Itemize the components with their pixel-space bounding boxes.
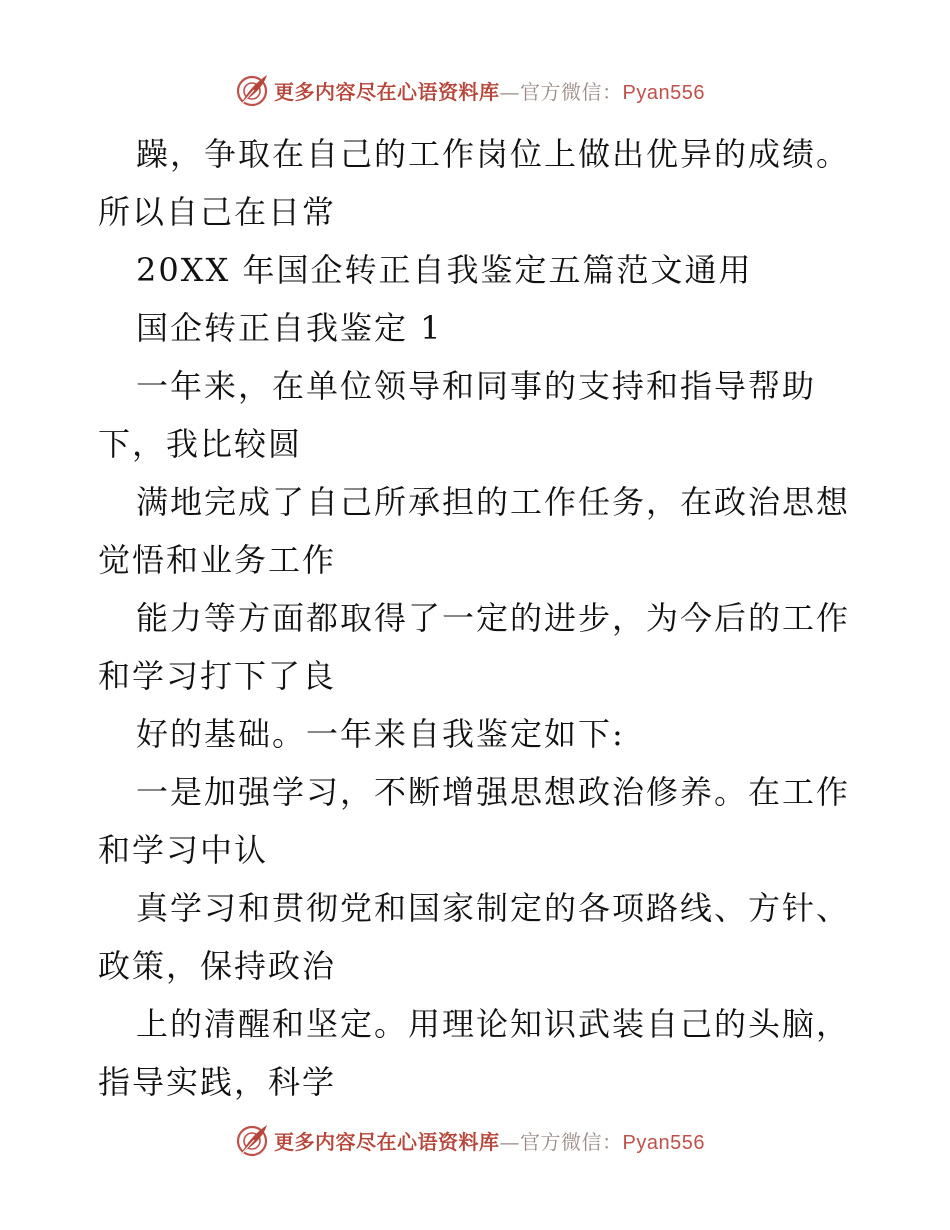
feather-pen-logo-icon — [234, 1122, 270, 1158]
body-line: 一是加强学习，不断增强思想政治修养。在工作 — [136, 773, 851, 811]
banner-site-name: 更多内容尽在心语资料库 — [274, 1129, 500, 1154]
body-line: 一年来，在单位领导和同事的支持和指导帮助 — [136, 367, 817, 405]
banner-text — [274, 1126, 705, 1155]
document-body — [98, 125, 878, 1111]
body-line: 和学习打下了良 — [98, 657, 337, 695]
feather-pen-logo-icon — [234, 72, 270, 108]
header-banner — [234, 70, 714, 110]
banner-wechat-id: Pyan556 — [622, 1131, 705, 1154]
body-line: 上的清醒和坚定。用理论知识武装自己的头脑， — [136, 1005, 851, 1043]
section-heading: 国企转正自我鉴定 1 — [136, 309, 443, 347]
banner-wechat-label: —官方微信： — [499, 79, 623, 104]
body-line: 所以自己在日常 — [98, 193, 337, 231]
banner-wechat-label: —官方微信： — [499, 1129, 623, 1154]
body-line: 指导实践，科学 — [98, 1063, 337, 1101]
body-line: 和学习中认 — [98, 831, 269, 869]
body-line: 觉悟和业务工作 — [98, 541, 337, 579]
body-line: 真学习和贯彻党和国家制定的各项路线、方针、 — [136, 889, 851, 927]
banner-site-name: 更多内容尽在心语资料库 — [274, 79, 500, 104]
banner-wechat-id: Pyan556 — [622, 81, 705, 104]
body-line: 躁，争取在自己的工作岗位上做出优异的成绩。 — [136, 135, 851, 173]
body-line: 好的基础。一年来自我鉴定如下: — [136, 715, 625, 753]
banner-text — [274, 76, 705, 105]
body-line: 政策，保持政治 — [98, 947, 337, 985]
footer-banner — [234, 1120, 714, 1160]
body-line: 能力等方面都取得了一定的进步，为今后的工作 — [136, 599, 851, 637]
body-line: 满地完成了自己所承担的工作任务，在政治思想 — [136, 483, 851, 521]
document-title: 20XX 年国企转正自我鉴定五篇范文通用 — [136, 251, 753, 289]
body-line: 下，我比较圆 — [98, 425, 303, 463]
